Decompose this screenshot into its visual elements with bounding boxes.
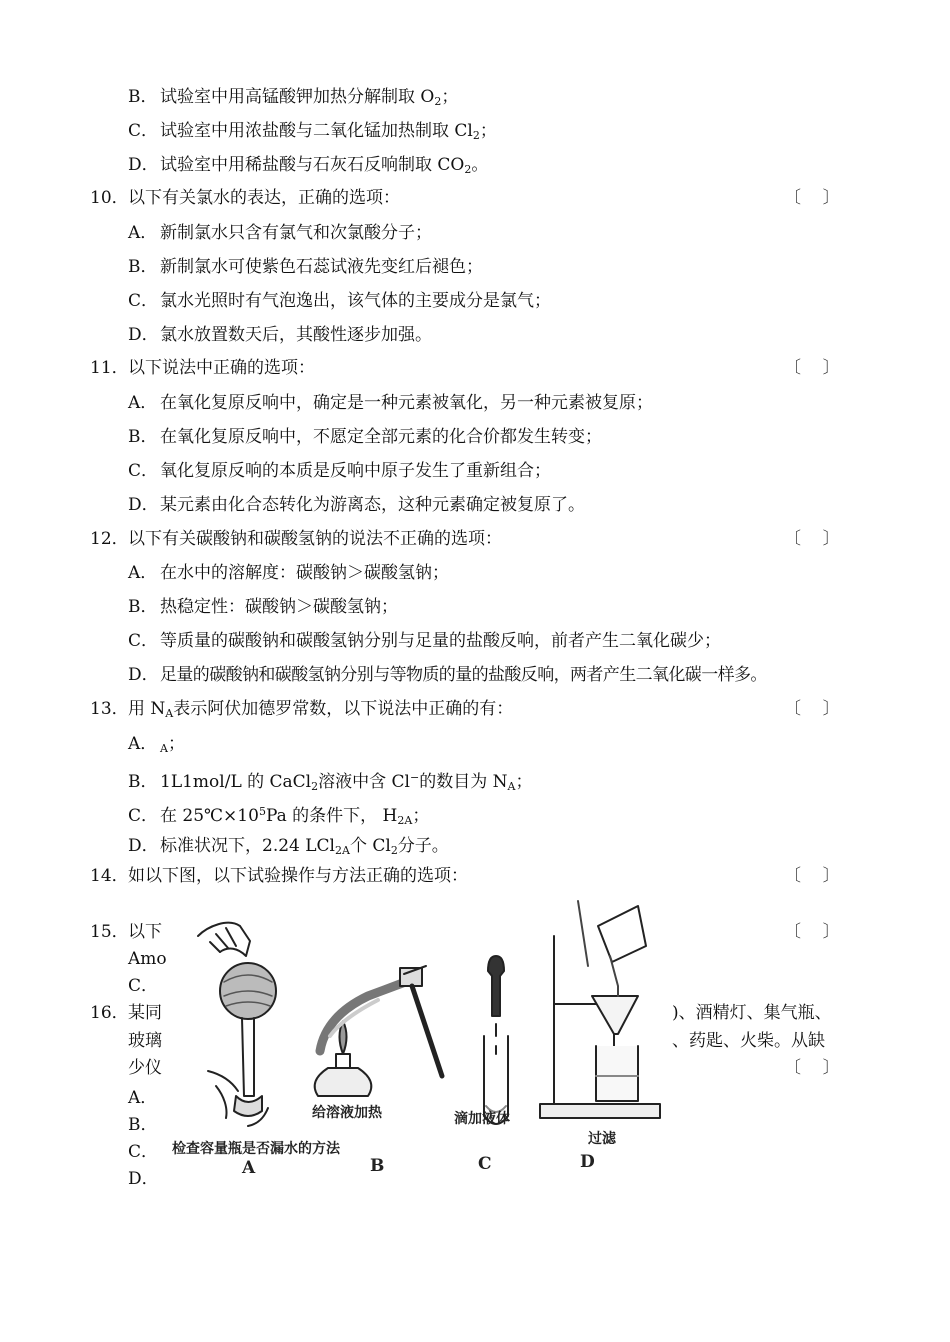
q12-answer-bracket: 〔 〕: [784, 529, 840, 549]
q11-answer-bracket: 〔 〕: [784, 358, 840, 378]
q14-answer-bracket: 〔 〕: [784, 866, 840, 886]
q15-answer-bracket: 〔 〕: [784, 922, 840, 942]
q13-answer-bracket: 〔 〕: [784, 699, 840, 719]
q11-option-b: B． 在氧化复原反响中，不愿定全部元素的化合价都发生转变；: [128, 427, 602, 447]
caption-check-flask-leak: 检查容量瓶是否漏水的方法: [172, 1141, 340, 1157]
q12-option-a: A． 在水中的溶解度：碳酸钠＞碳酸氢钠；: [128, 563, 449, 583]
caption-adding-liquid: 滴加液体: [454, 1111, 510, 1127]
q16-option-c: C．: [128, 1142, 159, 1162]
q15-stem: 15．以下: [90, 922, 162, 942]
q11-option-c: C． 氧化复原反响的本质是反响中原子发生了重新组合；: [128, 461, 551, 481]
figure-label-d: D: [580, 1152, 595, 1172]
q12-option-b: B． 热稳定性：碳酸钠＞碳酸氢钠；: [128, 597, 398, 617]
dropper-illustration: [484, 956, 508, 1124]
lab-apparatus-figure: [168, 896, 666, 1188]
q9-option-b: B． 试验室中用高锰酸钾加热分解制取 $O_2$；: [128, 87, 459, 108]
q13-option-d: D．标准状况下，2.24 LCl$_{2A}$个 $Cl_2$分子。: [128, 836, 449, 857]
q10-option-d: D．氯水放置数天后，其酸性逐步加强。: [128, 325, 432, 345]
q16-line3: 少仪: [128, 1058, 162, 1078]
figure-label-c: C: [478, 1154, 492, 1174]
q9-option-c: C． 试验室中用浓盐酸与二氧化锰加热制取 $Cl_2$；: [128, 121, 497, 142]
filtration-illustration: [540, 901, 660, 1118]
q16-stem: 16．某同: [90, 1003, 162, 1023]
caption-heating-solution: 给溶液加热: [312, 1105, 382, 1121]
q10-answer-bracket: 〔 〕: [784, 188, 840, 208]
volumetric-flask-illustration: [198, 923, 276, 1126]
q12-option-d: D．足量的碳酸钠和碳酸氢钠分别与等物质的量的盐酸反响，两者产生二氧化碳一样多。: [128, 665, 767, 685]
q13-stem: 13．用 $N_A$表示阿伏加德罗常数，以下说法中正确的有：: [90, 699, 514, 720]
q10-option-b: B． 新制氯水可使紫色石蕊试液先变红后褪色；: [128, 257, 483, 277]
q15-line2: Amo: [128, 949, 167, 969]
q13-option-b: B． 1L1mol/L 的 CaCl$_2$溶液中含 Cl−的数目为 $N_A$；: [128, 771, 533, 793]
q16-line2-tail: 、药匙、火柴。从缺: [672, 1031, 825, 1051]
q9-option-d: D．试验室中用稀盐酸与石灰石反响制取 $CO_2$。: [128, 155, 489, 176]
q12-stem: 12．以下有关碳酸钠和碳酸氢钠的说法不正确的选项：: [90, 529, 502, 549]
figure-label-b: B: [370, 1156, 385, 1176]
q13-option-a: A． $_A$；: [128, 734, 185, 755]
q10-option-c: C． 氯水光照时有气泡逸出，该气体的主要成分是氯气；: [128, 291, 551, 311]
figure-label-a: A: [242, 1158, 256, 1178]
q12-option-c: C． 等质量的碳酸钠和碳酸氢钠分别与足量的盐酸反响，前者产生二氧化碳少；: [128, 631, 721, 651]
q13-option-c: C． 在 $25℃\times 10^5Pa$ 的条件下， $H_{2A}$；: [128, 805, 430, 827]
heating-setup-illustration: [315, 966, 442, 1096]
q16-line2: 玻璃: [128, 1031, 162, 1051]
q16-option-b: B．: [128, 1115, 158, 1135]
q16-answer-bracket: 〔 〕: [784, 1058, 840, 1078]
q16-stem-tail: )、酒精灯、集气瓶、: [672, 1003, 832, 1023]
q11-option-d: D．某元素由化合态转化为游离态，这种元素确定被复原了。: [128, 495, 585, 515]
q15-line3: C．: [128, 976, 159, 996]
q10-stem: 10．以下有关氯水的表达，正确的选项：: [90, 188, 400, 208]
q11-option-a: A． 在氧化复原反响中，确定是一种元素被氧化，另一种元素被复原；: [128, 393, 653, 413]
q16-option-a: A．: [128, 1088, 158, 1108]
q16-option-d: D．: [128, 1169, 159, 1189]
caption-filtration: 过滤: [588, 1131, 616, 1147]
q11-stem: 11．以下说法中正确的选项：: [90, 358, 315, 378]
q14-stem: 14．如以下图，以下试验操作与方法正确的选项：: [90, 866, 468, 886]
q10-option-a: A． 新制氯水只含有氯气和次氯酸分子；: [128, 223, 432, 243]
